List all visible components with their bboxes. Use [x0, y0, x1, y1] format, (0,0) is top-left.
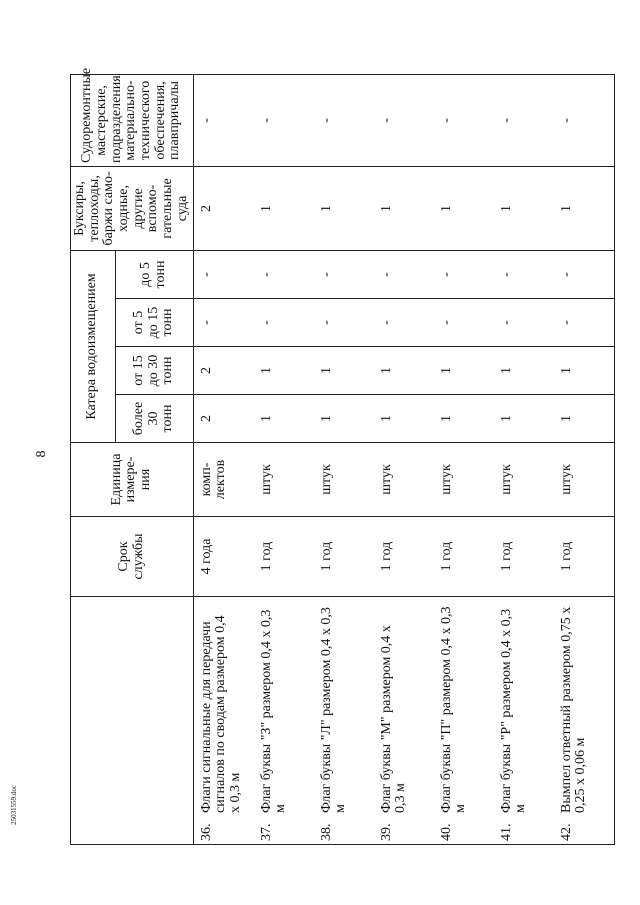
cell-tugs: 1 [554, 166, 615, 250]
cell-over30: 1 [254, 395, 314, 443]
cell-over30: 2 [193, 395, 254, 443]
table-body [193, 74, 614, 844]
cell-life: 1 год [374, 517, 434, 597]
cell-over30: 1 [374, 395, 434, 443]
cell-r5_15: - [314, 299, 374, 347]
cell-r15_30: 1 [374, 347, 434, 395]
cell-r15_30: 1 [434, 347, 494, 395]
header-service-life: Срок службы [71, 517, 194, 597]
cell-r5_15: - [254, 299, 314, 347]
item-name-cell [554, 597, 615, 845]
table-row [193, 74, 254, 844]
header-name-blank [71, 597, 194, 845]
item-name-cell [193, 597, 254, 845]
item-name-cell [374, 597, 434, 845]
cell-over30: 1 [434, 395, 494, 443]
cell-over30: 1 [554, 395, 615, 443]
item-name: Флаг буквы "Л" размером 0,4 х 0,3 м [318, 607, 349, 813]
cell-upto5: - [374, 250, 434, 298]
table-row [374, 74, 434, 844]
cell-upto5: - [494, 250, 554, 298]
table-wrapper [70, 67, 589, 845]
cell-over30: 1 [314, 395, 374, 443]
cell-tugs: 1 [434, 166, 494, 250]
item-number: 40. [438, 823, 454, 841]
item-name: Флаг буквы "Р" размером 0,4 х 0,3 м [498, 608, 529, 813]
item-name-cell [494, 597, 554, 845]
cell-r5_15: - [494, 299, 554, 347]
equipment-table [70, 67, 615, 845]
cell-unit: штук [494, 443, 554, 517]
cell-r5_15: - [434, 299, 494, 347]
footer-file-id: 25031559.doc [10, 785, 18, 825]
cell-r15_30: 1 [314, 347, 374, 395]
header-upto5: до 5 тонн [115, 250, 193, 298]
cell-unit: штук [374, 443, 434, 517]
cell-tugs: 1 [374, 166, 434, 250]
cell-unit: штук [434, 443, 494, 517]
rotated-table-area [70, 67, 589, 845]
table-row [494, 74, 554, 844]
header-unit: Единица измере-ния [71, 443, 194, 517]
cell-tugs: 1 [254, 166, 314, 250]
cell-repair: - [434, 74, 494, 166]
cell-life: 1 год [554, 517, 615, 597]
cell-upto5: - [554, 250, 615, 298]
cell-repair: - [193, 74, 254, 166]
table-row [554, 74, 615, 844]
item-number: 39. [378, 823, 394, 841]
cell-r15_30: 1 [254, 347, 314, 395]
item-name: Флаги сигнальные для передачи сигналов по сводам размером 0,4 х 0,3 м [198, 615, 243, 813]
header-5-15: от 5 до 15 тонн [115, 299, 193, 347]
cell-life: 1 год [314, 517, 374, 597]
item-name: Флаг буквы "М" размером 0,4 х 0,3 м [378, 625, 409, 813]
cell-unit: штук [314, 443, 374, 517]
header-over30: более 30 тонн [115, 395, 193, 443]
cell-upto5: - [193, 250, 254, 298]
cell-r5_15: - [374, 299, 434, 347]
cell-repair: - [374, 74, 434, 166]
cell-repair: - [554, 74, 615, 166]
cell-tugs: 2 [193, 166, 254, 250]
header-boats-group: Катера водоизмещением [71, 250, 116, 442]
item-number: 42. [558, 823, 574, 841]
cell-unit: штук [254, 443, 314, 517]
table-row [434, 74, 494, 844]
item-name-cell [314, 597, 374, 845]
item-number: 36. [198, 823, 214, 841]
cell-r5_15: - [554, 299, 615, 347]
page-number: 8 [34, 450, 49, 458]
item-name: Флаг буквы "П" размером 0,4 х 0,3 м [438, 606, 469, 813]
item-number: 38. [318, 823, 334, 841]
cell-life: 1 год [254, 517, 314, 597]
item-number: 37. [258, 823, 274, 841]
cell-repair: - [494, 74, 554, 166]
cell-repair: - [254, 74, 314, 166]
cell-tugs: 1 [314, 166, 374, 250]
table-row [254, 74, 314, 844]
cell-over30: 1 [494, 395, 554, 443]
header-repair: Судоремонтные мастерские, подразделения материально-технического обеспечения, плавпричалы [71, 74, 194, 166]
cell-life: 4 года [193, 517, 254, 597]
item-number: 41. [498, 823, 514, 841]
cell-upto5: - [434, 250, 494, 298]
header-15-30: от 15 до 30 тонн [115, 347, 193, 395]
header-tugs: Буксиры, теплоходы, баржи само-ходные, другие вспомо-гательные суда [71, 166, 194, 250]
item-name-cell [434, 597, 494, 845]
cell-upto5: - [254, 250, 314, 298]
cell-r15_30: 1 [494, 347, 554, 395]
cell-unit: штук [554, 443, 615, 517]
cell-r15_30: 1 [554, 347, 615, 395]
cell-repair: - [314, 74, 374, 166]
cell-life: 1 год [434, 517, 494, 597]
item-name-cell [254, 597, 314, 845]
cell-life: 1 год [494, 517, 554, 597]
cell-r15_30: 2 [193, 347, 254, 395]
item-name: Флаг буквы "З" размером 0,4 х 0,3 м [258, 609, 289, 813]
table-row [314, 74, 374, 844]
item-name: Вымпел ответный размером 0,75 х 0,25 х 0,06 м [558, 606, 589, 813]
cell-unit: комп-лектов [193, 443, 254, 517]
cell-upto5: - [314, 250, 374, 298]
cell-r5_15: - [193, 299, 254, 347]
cell-tugs: 1 [494, 166, 554, 250]
